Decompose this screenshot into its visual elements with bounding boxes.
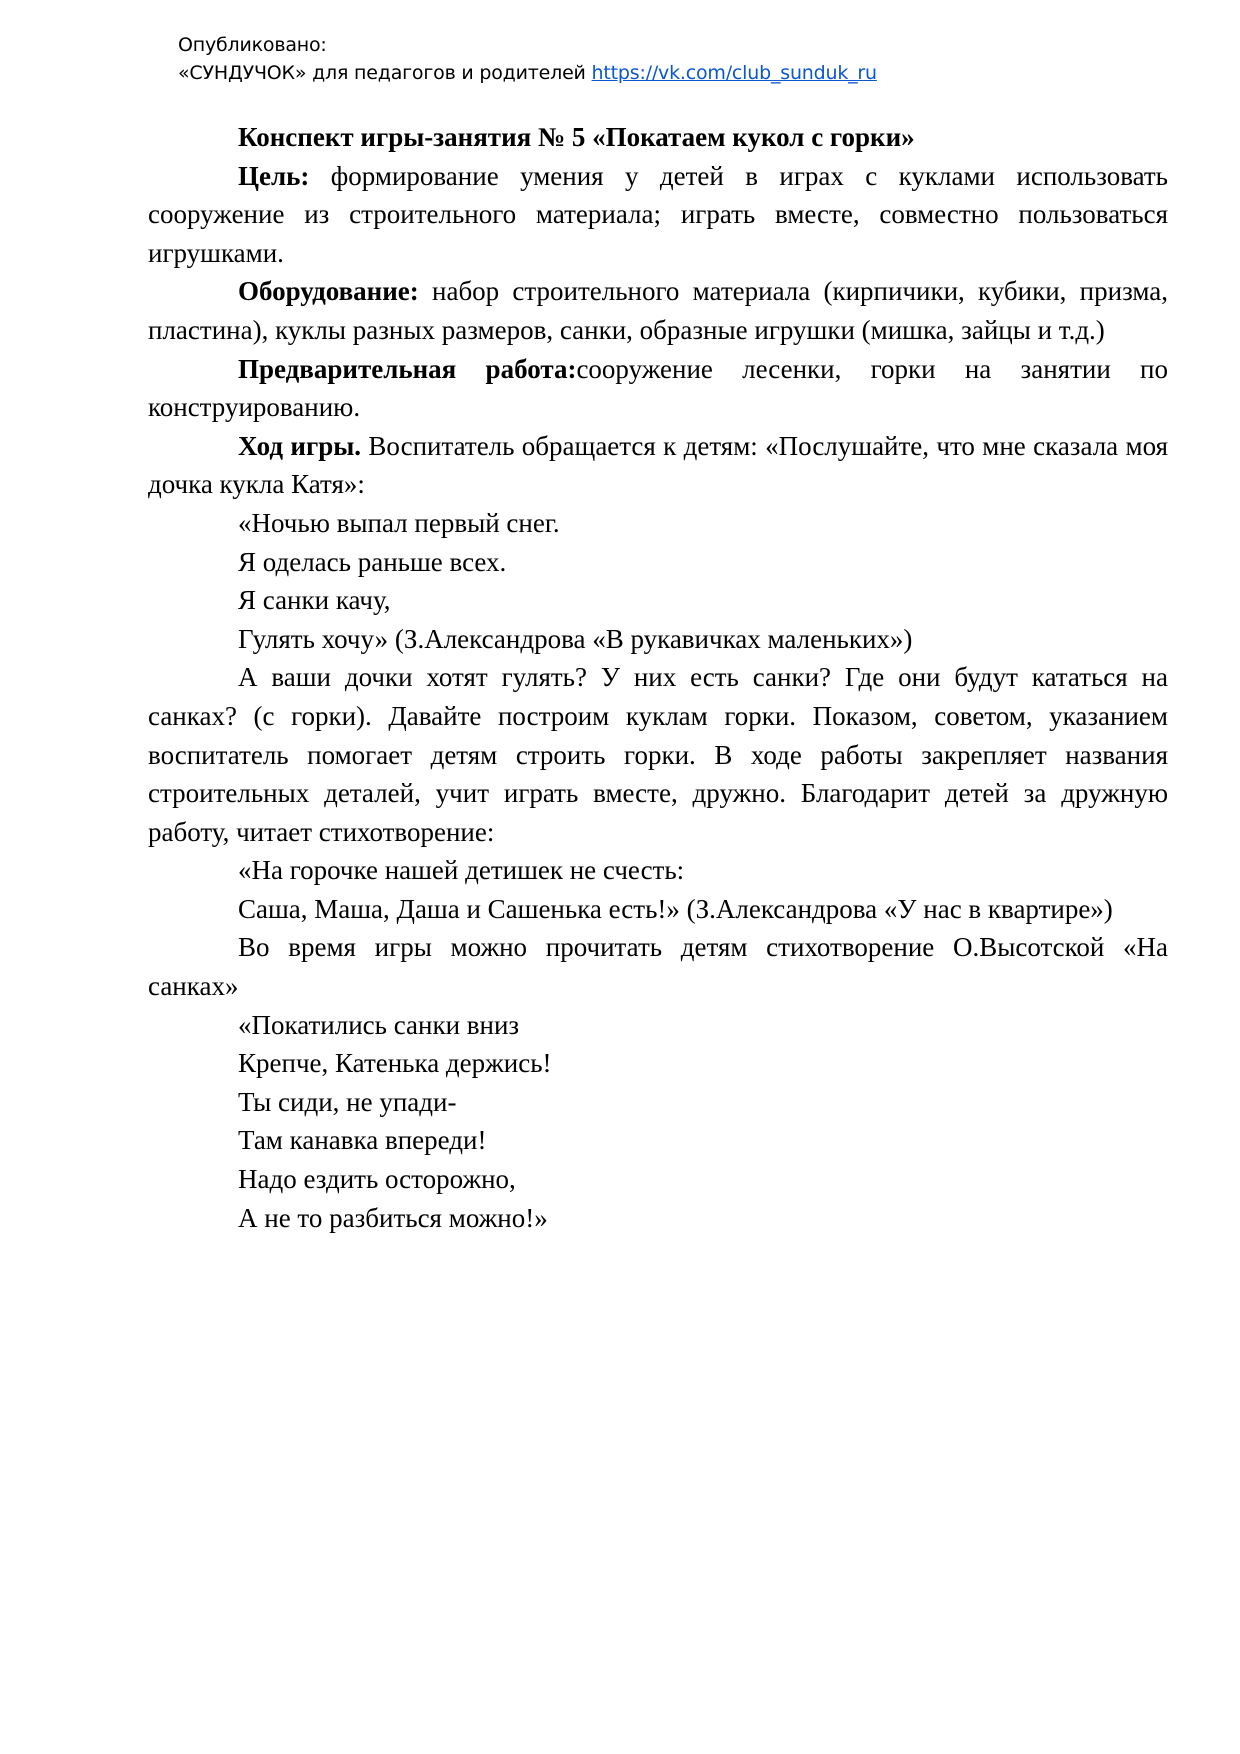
- poem2-line: «На горочке нашей детишек не счесть:: [238, 855, 685, 886]
- document-body: [148, 118, 1168, 1237]
- goal-text: формирование умения у детей в играх с куклами использовать сооружение из строительного материала; играть вместе, совместно пользоваться игрушками.: [148, 160, 1168, 268]
- poem1-line: Гулять хочу» (З.Александрова «В рукавичках маленьких»): [238, 623, 913, 654]
- poem1-line: Я санки качу,: [238, 585, 391, 616]
- poem2-line: Саша, Маша, Даша и Сашенька есть!» (З.Александрова «У нас в квартире»): [238, 893, 1113, 924]
- poem3-line: Ты сиди, не упади-: [238, 1086, 457, 1117]
- poem3-line: А не то разбиться можно!»: [238, 1202, 548, 1233]
- course-text: Воспитатель обращается к детям: «Послушайте, что мне сказала моя дочка кукла Катя»:: [148, 430, 1168, 500]
- equipment-text: набор строительного материала (кирпичики, кубики, призма, пластина), куклы разных размеров, санки, образные игрушки (мишка, зайцы и т.д.): [148, 276, 1168, 345]
- header-source-text: «СУНДУЧОК» для педагогов и родителей: [178, 62, 592, 84]
- course-paragraph: [148, 427, 1168, 504]
- course-label: Ход игры.: [238, 430, 362, 461]
- header-source-line: [178, 59, 877, 87]
- publication-header: [178, 31, 877, 87]
- poem1-line: Я оделась раньше всех.: [238, 546, 507, 577]
- prep-text: сооружение лесенки, горки на занятии по конструированию.: [148, 353, 1168, 423]
- header-published-label: Опубликовано:: [178, 34, 327, 56]
- header-link[interactable]: https://vk.com/club_sunduk_ru: [591, 62, 877, 84]
- prep-paragraph: [148, 350, 1168, 427]
- prep-label: Предварительная работа:: [238, 353, 577, 384]
- during-paragraph: Во время игры можно прочитать детям стихотворение О.Высотской «На санках»: [148, 932, 1168, 1002]
- goal-paragraph: [148, 157, 1168, 273]
- poem3-line: Крепче, Катенька держись!: [238, 1048, 552, 1079]
- poem3-line: Надо ездить осторожно,: [238, 1164, 516, 1195]
- poem1-line: «Ночью выпал первый снег.: [238, 507, 560, 538]
- equipment-label: Оборудование:: [238, 276, 419, 307]
- goal-label: Цель:: [238, 160, 310, 191]
- document-title: Конспект игры-занятия № 5 «Покатаем кукол с горки»: [238, 122, 915, 152]
- main-paragraph: А ваши дочки хотят гулять? У них есть санки? Где они будут кататься на санках? (с горки). Давайте построим куклам горки. Показом, советом, указанием воспитатель помогает детям строить горки. В ходе работы закрепляет названия строительных деталей, учит играть вместе, дружно. Благодарит детей за дружную работу, читает стихотворение:: [148, 662, 1168, 847]
- poem3-line: «Покатились санки вниз: [238, 1009, 520, 1040]
- poem3-line: Там канавка впереди!: [238, 1125, 487, 1156]
- equipment-paragraph: [148, 272, 1168, 349]
